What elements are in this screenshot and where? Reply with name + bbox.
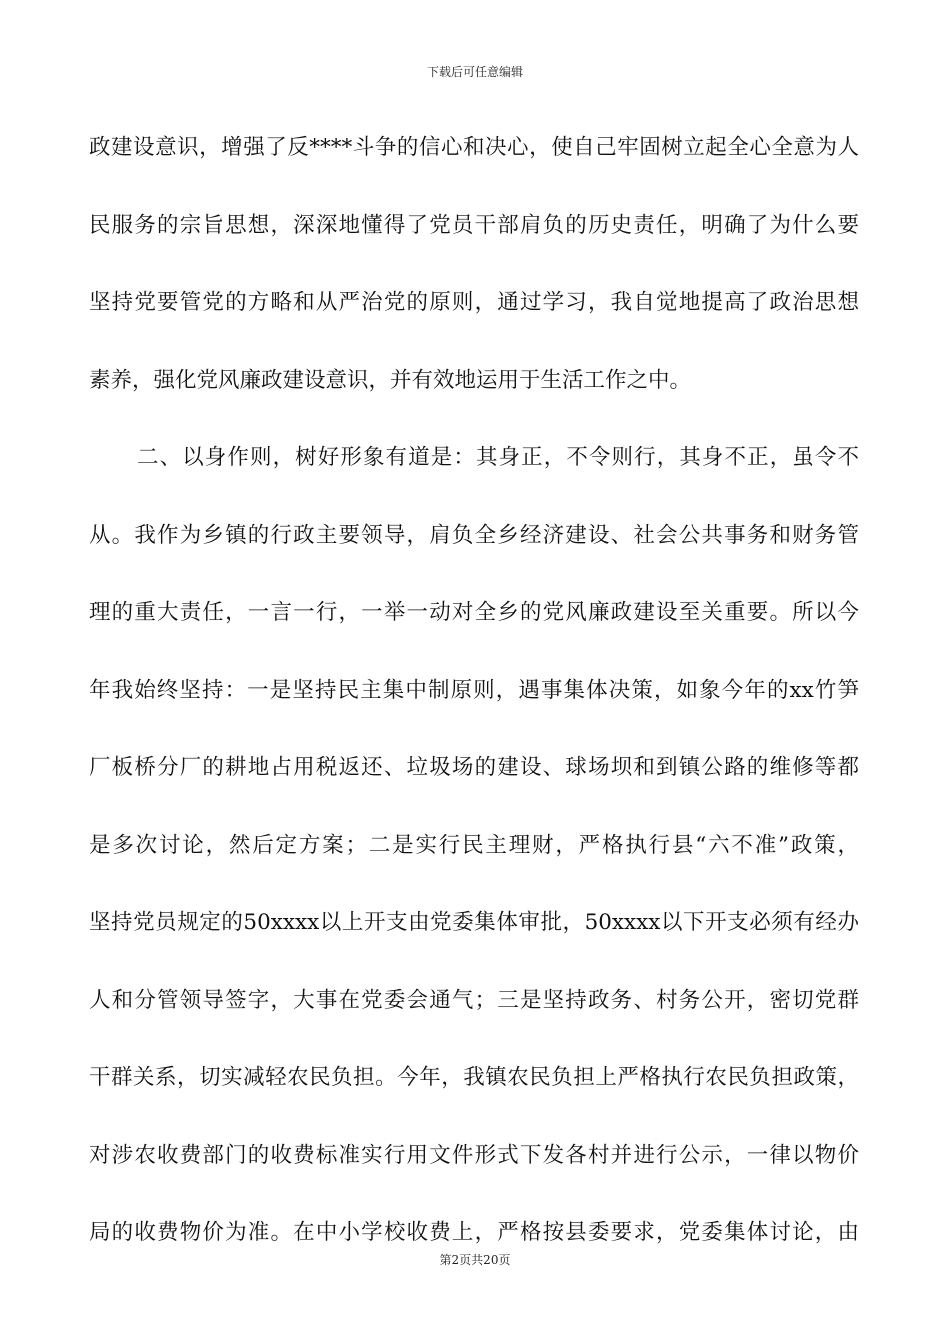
page-header: 下载后可任意编辑 xyxy=(426,65,523,79)
text-line: 坚持党要管党的方略和从严治党的原则，通过学习，我自觉地提高了政治思想 xyxy=(89,290,859,315)
text-line: 从。我作为乡镇的行政主要领导，肩负全乡经济建设、社会公共事务和财务管 xyxy=(89,522,859,548)
text-line: 局的收费物价为准。在中小学校收费上，严格按县委要求，党委集体讨论，由 xyxy=(89,1220,859,1245)
text-line: 素养，强化党风廉政建设意识，并有效地运用于生活工作之中。 xyxy=(89,367,692,393)
text-line: 是多次讨论，然后定方案；二是实行民主理财，严格执行县“六不准”政策， xyxy=(89,832,859,858)
text-line: 民服务的宗旨思想，深深地懂得了党员干部肩负的历史责任，明确了为什么要 xyxy=(89,212,859,238)
text-line: 对涉农收费部门的收费标准实行用文件形式下发各村并进行公示，一律以物价 xyxy=(89,1142,859,1168)
text-line: 厂板桥分厂的耕地占用税返还、垃圾场的建设、球场坝和到镇公路的维修等都 xyxy=(89,755,859,780)
text-line: 二、以身作则，树好形象有道是：其身正，不令则行，其身不正，虽令不 xyxy=(137,445,859,470)
text-line: 年我始终坚持：一是坚持民主集中制原则，遇事集体决策，如象今年的xx竹笋 xyxy=(89,677,859,703)
document-body xyxy=(89,128,859,1291)
text-line: 政建设意识，增强了反****斗争的信心和决心，使自己牢固树立起全心全意为人 xyxy=(89,135,859,160)
text-line: 理的重大责任，一言一行，一举一动对全乡的党风廉政建设至关重要。所以今 xyxy=(89,600,859,625)
text-line: 坚持党员规定的50xxxx以上开支由党委集体审批，50xxxx以下开支必须有经办 xyxy=(89,910,859,935)
text-line: 干群关系，切实减轻农民负担。今年，我镇农民负担上严格执行农民负担政策， xyxy=(89,1065,859,1090)
text-line: 人和分管领导签字，大事在党委会通气；三是坚持政务、村务公开，密切党群 xyxy=(89,987,859,1013)
page-number: 第2页共20页 xyxy=(439,1253,511,1267)
